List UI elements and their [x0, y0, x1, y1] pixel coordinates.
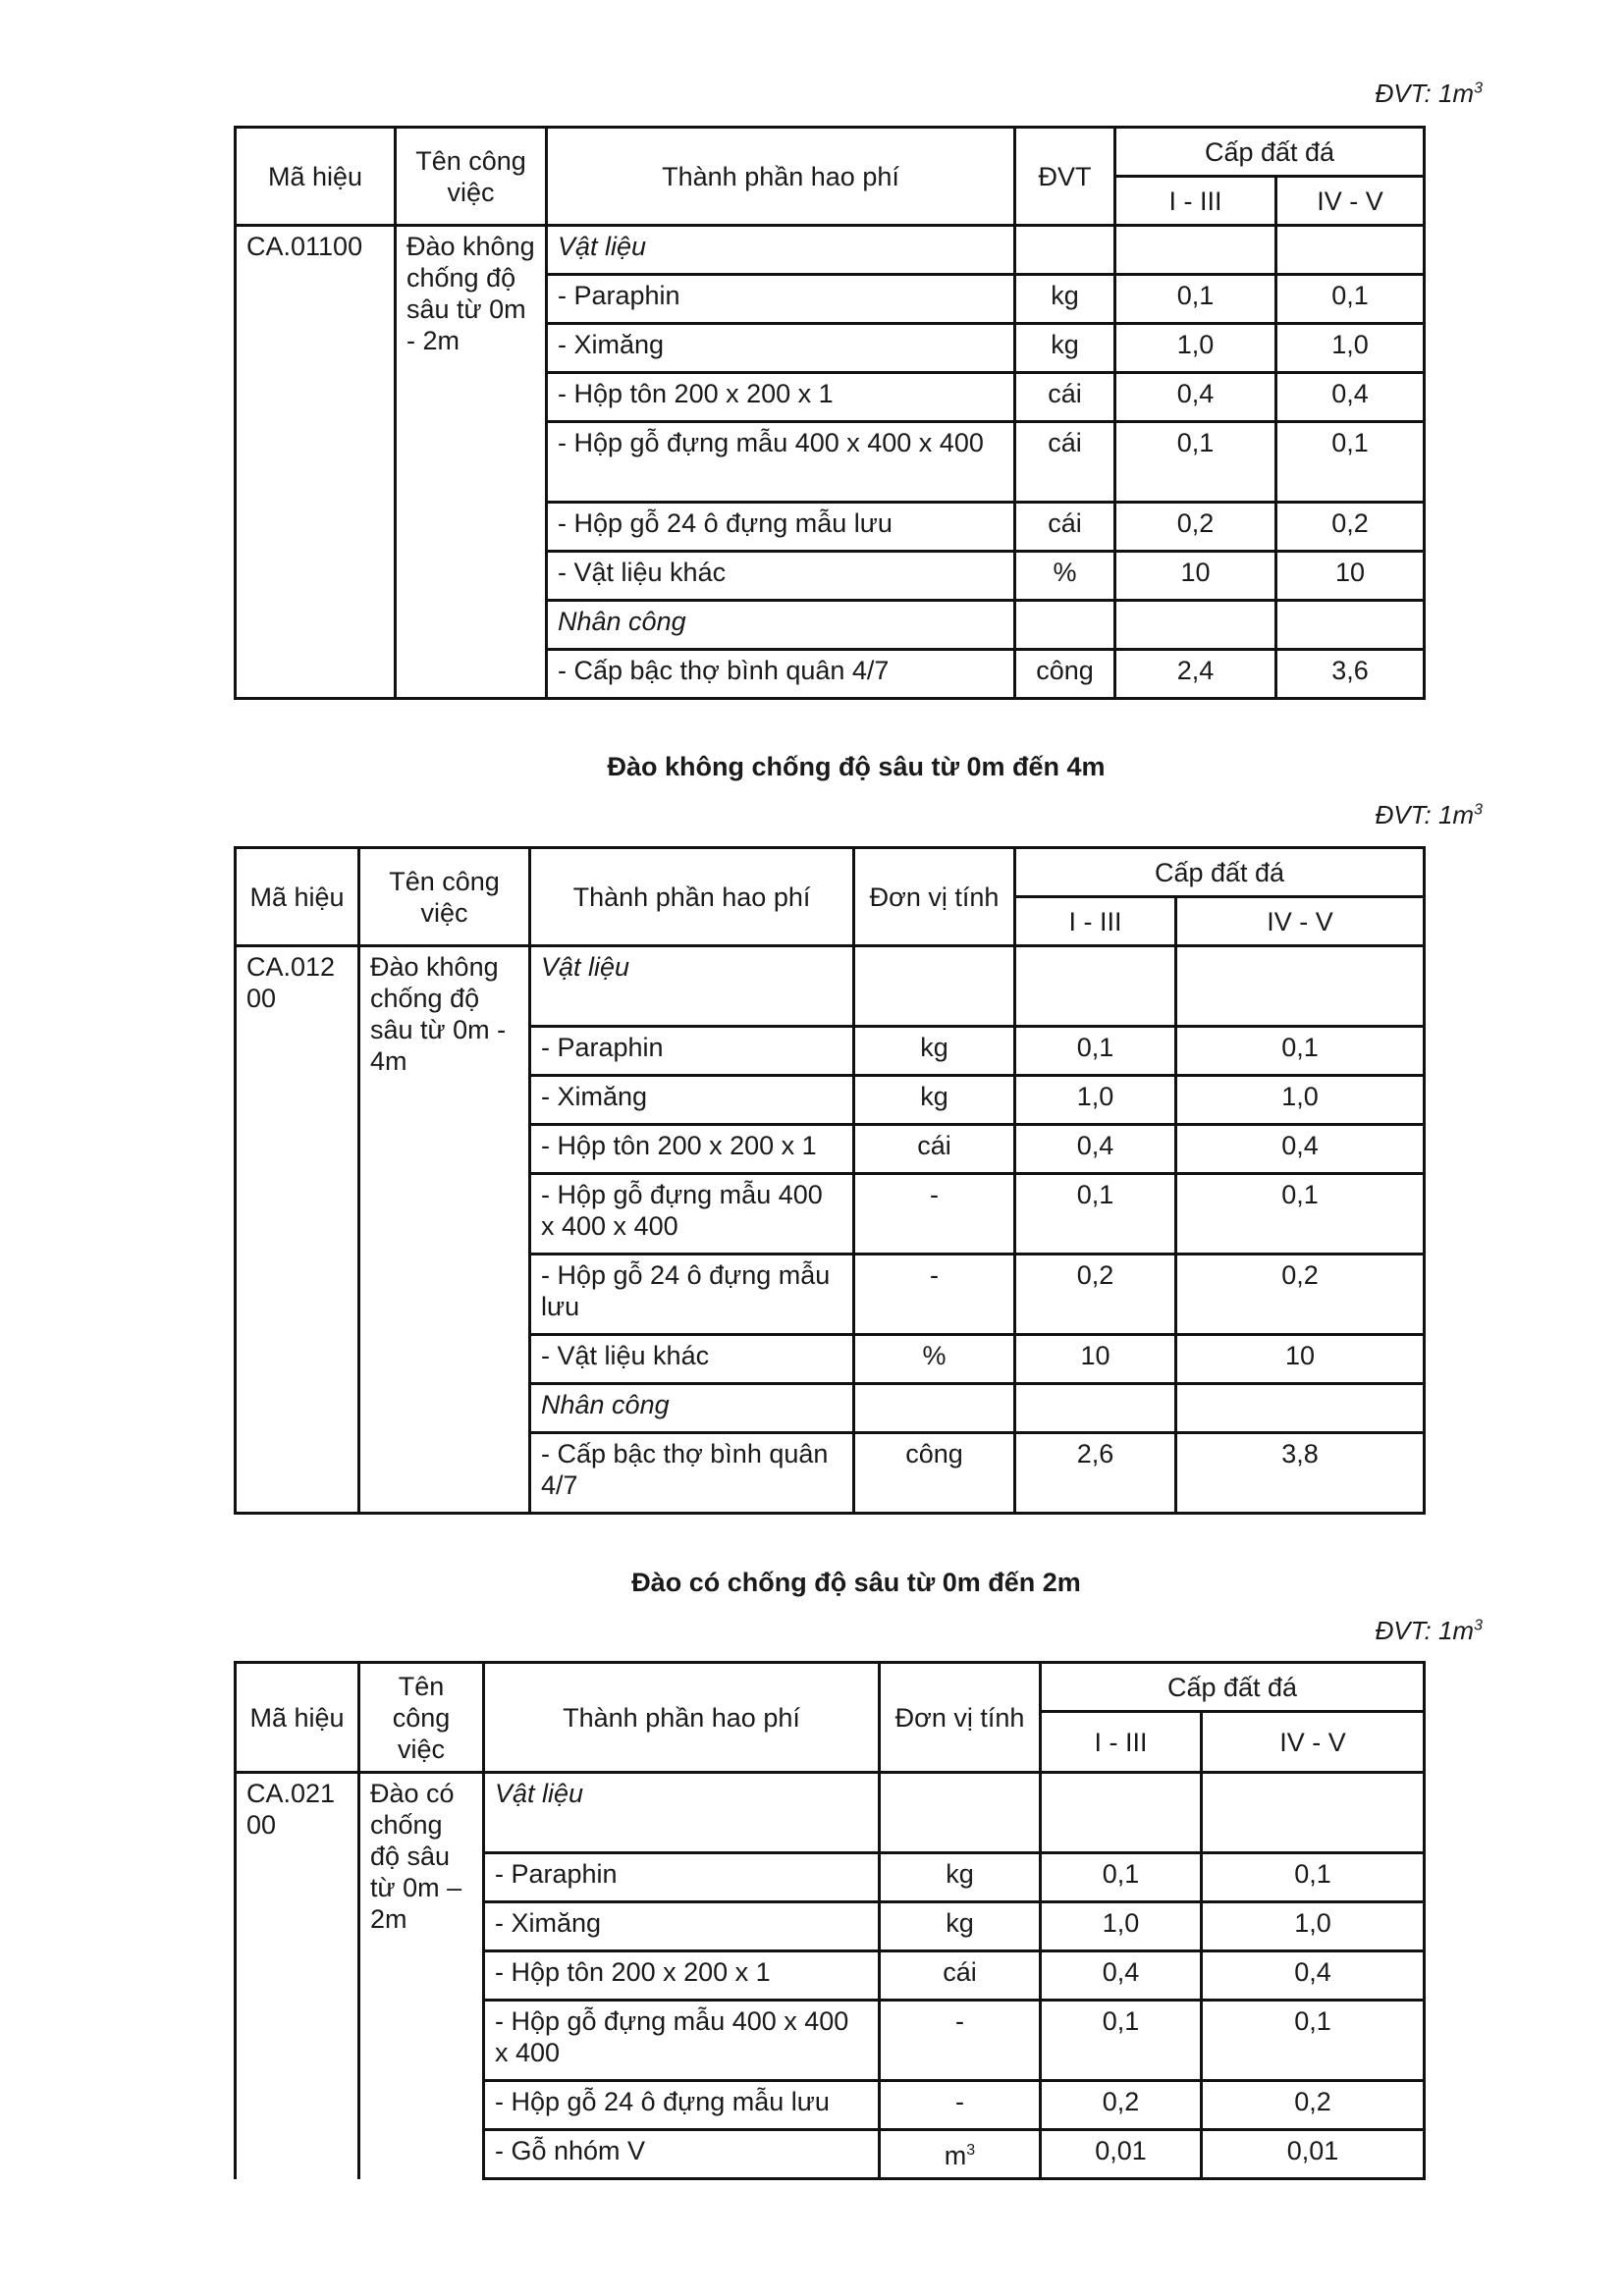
unit-label: ĐVT: $1m^3$	[1375, 800, 1483, 829]
header-code: Mã hiệu	[236, 128, 396, 226]
header-unit: ĐVT	[1015, 128, 1115, 226]
cost-item: - Hộp gỗ đựng mẫu 400 x 400 x 400	[530, 1174, 854, 1255]
cost-value-1	[1041, 1773, 1202, 1853]
cost-value-1: 0,1	[1115, 422, 1276, 503]
cost-unit: cái	[1015, 422, 1115, 503]
cost-value-2: 10	[1276, 552, 1425, 601]
cost-item: Vật liệu	[547, 226, 1015, 275]
row-code: CA.021 00	[236, 1773, 359, 2179]
header-unit: Đơn vị tính	[854, 848, 1015, 946]
cost-unit: cái	[1015, 503, 1115, 552]
cost-value-2: 0,4	[1202, 1951, 1425, 2001]
cost-value-1	[1115, 226, 1276, 275]
header-grade-1: I - III	[1115, 177, 1276, 226]
header-grade: Cấp đất đá	[1115, 128, 1425, 177]
cost-value-1	[1015, 946, 1176, 1027]
cost-value-2: 3,6	[1276, 650, 1425, 699]
cost-unit: cái	[1015, 373, 1115, 422]
cost-item: - Cấp bậc thợ bình quân 4/7	[530, 1433, 854, 1514]
unit-label: ĐVT: $1m^3$	[1375, 1616, 1483, 1645]
cost-value-1: 10	[1015, 1335, 1176, 1384]
row-work-name: Đào không chống độ sâu từ 0m - 2m	[396, 226, 547, 699]
table-row	[236, 946, 1425, 1027]
cost-value-1: 10	[1115, 552, 1276, 601]
cost-item: - Hộp tôn 200 x 200 x 1	[530, 1125, 854, 1174]
cost-item: - Ximăng	[547, 324, 1015, 373]
cost-item: - Hộp gỗ 24 ô đựng mẫu lưu	[530, 1255, 854, 1335]
cost-unit: kg	[854, 1027, 1015, 1076]
norm-table-3	[234, 1661, 1426, 2180]
cost-item: - Vật liệu khác	[547, 552, 1015, 601]
cost-unit	[854, 946, 1015, 1027]
cost-value-1: 1,0	[1115, 324, 1276, 373]
row-code: CA.012 00	[236, 946, 359, 1514]
cost-value-2: 1,0	[1202, 1902, 1425, 1951]
cost-value-2: 1,0	[1176, 1076, 1425, 1125]
cost-unit: kg	[880, 1902, 1041, 1951]
cost-value-2: 0,1	[1176, 1174, 1425, 1255]
norm-table-1	[234, 126, 1426, 700]
header-work: Tên công việc	[359, 848, 530, 946]
header-grade: Cấp đất đá	[1015, 848, 1425, 897]
cost-value-1: 2,4	[1115, 650, 1276, 699]
cost-unit: kg	[1015, 275, 1115, 324]
cost-unit: -	[880, 2081, 1041, 2130]
cost-value-2: 0,1	[1276, 275, 1425, 324]
cost-value-1	[1115, 601, 1276, 650]
header-work: Tên công việc	[359, 1663, 484, 1773]
header-code: Mã hiệu	[236, 848, 359, 946]
cost-item: Vật liệu	[530, 946, 854, 1027]
cost-unit: kg	[880, 1853, 1041, 1902]
cost-value-1: 0,1	[1115, 275, 1276, 324]
cost-item: - Paraphin	[530, 1027, 854, 1076]
cost-value-2: 1,0	[1276, 324, 1425, 373]
cost-value-2	[1176, 946, 1425, 1027]
header-grade-2: IV - V	[1276, 177, 1425, 226]
header-grade-1: I - III	[1015, 897, 1176, 946]
header-grade-2: IV - V	[1202, 1712, 1425, 1773]
section-heading-3: Đào có chống độ sâu từ 0m đến 2m	[631, 1568, 1081, 1597]
header-cost: Thành phần hao phí	[530, 848, 854, 946]
header-unit: Đơn vị tính	[880, 1663, 1041, 1773]
cost-item: Nhân công	[530, 1384, 854, 1433]
cost-item: - Paraphin	[547, 275, 1015, 324]
cost-value-2: 0,4	[1176, 1125, 1425, 1174]
cost-value-2: 0,4	[1276, 373, 1425, 422]
cost-unit: công	[854, 1433, 1015, 1514]
cost-unit: cái	[854, 1125, 1015, 1174]
cost-value-1: 0,2	[1015, 1255, 1176, 1335]
cost-value-2: 0,2	[1276, 503, 1425, 552]
unit-label: ĐVT: $1m^3$	[1375, 79, 1483, 108]
header-grade: Cấp đất đá	[1041, 1663, 1425, 1712]
header-work: Tên công việc	[396, 128, 547, 226]
cost-item: Nhân công	[547, 601, 1015, 650]
cost-value-2: 0,2	[1202, 2081, 1425, 2130]
table-row	[236, 1773, 1425, 1853]
cost-item: - Paraphin	[484, 1853, 880, 1902]
cost-item: - Hộp gỗ 24 ô đựng mẫu lưu	[484, 2081, 880, 2130]
cost-value-1: 0,2	[1041, 2081, 1202, 2130]
cost-value-2	[1276, 601, 1425, 650]
cost-value-1: 2,6	[1015, 1433, 1176, 1514]
header-cost: Thành phần hao phí	[547, 128, 1015, 226]
cost-value-1: 0,2	[1115, 503, 1276, 552]
cost-item: - Hộp gỗ 24 ô đựng mẫu lưu	[547, 503, 1015, 552]
cost-value-2	[1176, 1384, 1425, 1433]
cost-value-1: 1,0	[1015, 1076, 1176, 1125]
cost-unit: %	[854, 1335, 1015, 1384]
cost-value-2: 0,2	[1176, 1255, 1425, 1335]
cost-unit	[880, 1773, 1041, 1853]
cost-item: - Hộp gỗ đựng mẫu 400 x 400 x 400	[547, 422, 1015, 503]
cost-unit	[1015, 601, 1115, 650]
header-code: Mã hiệu	[236, 1663, 359, 1773]
cost-value-2: 0,1	[1276, 422, 1425, 503]
cost-value-1: 0,4	[1015, 1125, 1176, 1174]
cost-item: Vật liệu	[484, 1773, 880, 1853]
cost-value-2: 0,1	[1202, 1853, 1425, 1902]
cost-unit: %	[1015, 552, 1115, 601]
cost-unit: -	[854, 1174, 1015, 1255]
cost-item: - Hộp tôn 200 x 200 x 1	[547, 373, 1015, 422]
cost-value-1: 1,0	[1041, 1902, 1202, 1951]
cost-value-2: 0,01	[1202, 2130, 1425, 2179]
table-row	[236, 226, 1425, 275]
cost-item: - Gỗ nhóm V	[484, 2130, 880, 2179]
cost-value-1: 0,4	[1041, 1951, 1202, 2001]
section-heading-2: Đào không chống độ sâu từ 0m đến 4m	[607, 752, 1106, 781]
cost-unit: kg	[1015, 324, 1115, 373]
cost-value-1: 0,1	[1041, 1853, 1202, 1902]
cost-item: - Cấp bậc thợ bình quân 4/7	[547, 650, 1015, 699]
cost-value-1: 0,4	[1115, 373, 1276, 422]
cost-unit: $m^3$	[880, 2130, 1041, 2179]
cost-unit	[854, 1384, 1015, 1433]
cost-unit	[1015, 226, 1115, 275]
cost-item: - Ximăng	[484, 1902, 880, 1951]
cost-unit: -	[880, 2001, 1041, 2081]
cost-unit: cái	[880, 1951, 1041, 2001]
cost-value-1: 0,01	[1041, 2130, 1202, 2179]
cost-value-1: 0,1	[1015, 1174, 1176, 1255]
cost-value-1	[1015, 1384, 1176, 1433]
cost-value-2: 10	[1176, 1335, 1425, 1384]
cost-item: - Hộp gỗ đựng mẫu 400 x 400 x 400	[484, 2001, 880, 2081]
cost-unit: -	[854, 1255, 1015, 1335]
cost-value-1: 0,1	[1015, 1027, 1176, 1076]
norm-table-2	[234, 846, 1426, 1515]
cost-value-2	[1276, 226, 1425, 275]
cost-item: - Vật liệu khác	[530, 1335, 854, 1384]
row-work-name: Đào không chống độ sâu từ 0m - 4m	[359, 946, 530, 1514]
cost-value-1: 0,1	[1041, 2001, 1202, 2081]
cost-item: - Ximăng	[530, 1076, 854, 1125]
cost-value-2: 0,1	[1202, 2001, 1425, 2081]
cost-value-2: 0,1	[1176, 1027, 1425, 1076]
cost-value-2: 3,8	[1176, 1433, 1425, 1514]
cost-item: - Hộp tôn 200 x 200 x 1	[484, 1951, 880, 2001]
cost-unit: công	[1015, 650, 1115, 699]
header-grade-1: I - III	[1041, 1712, 1202, 1773]
header-grade-2: IV - V	[1176, 897, 1425, 946]
cost-unit: kg	[854, 1076, 1015, 1125]
row-work-name: Đào có chống độ sâu từ 0m – 2m	[359, 1773, 484, 2179]
row-code: CA.01100	[236, 226, 396, 699]
cost-value-2	[1202, 1773, 1425, 1853]
header-cost: Thành phần hao phí	[484, 1663, 880, 1773]
